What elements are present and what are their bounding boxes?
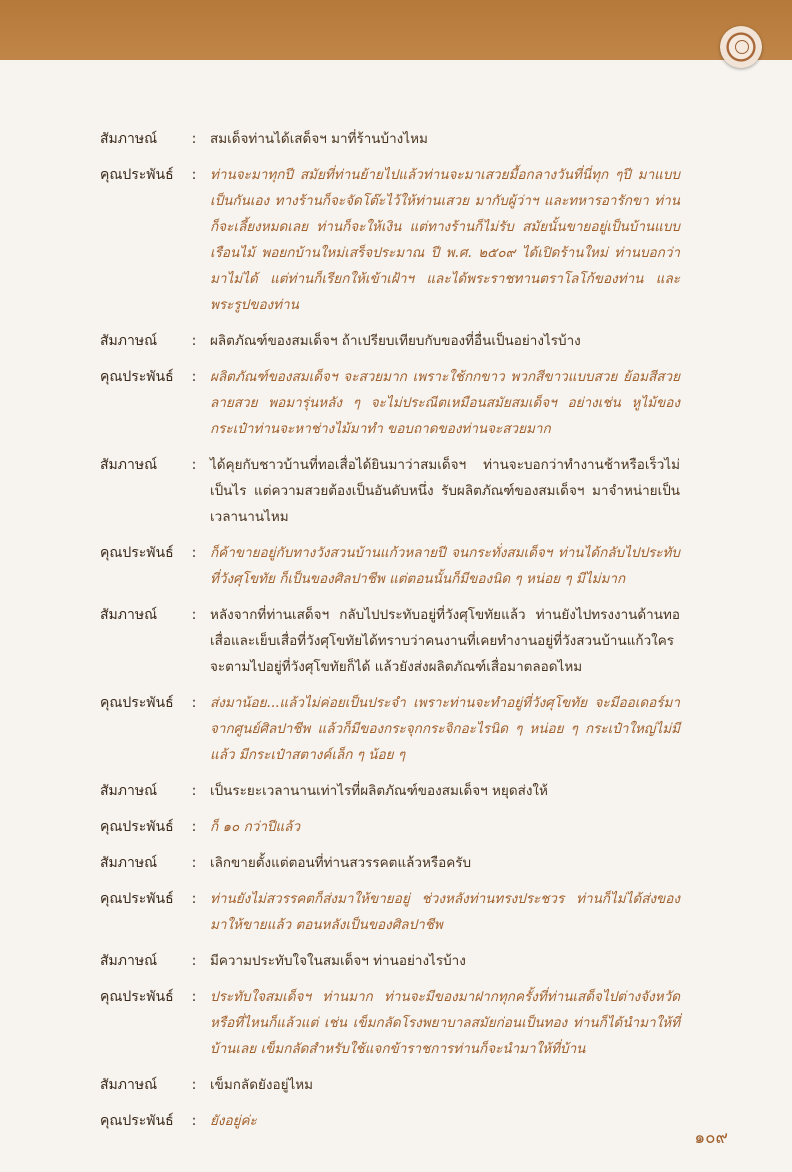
question-text: ได้คุยกับชาวบ้านที่ทอเสื่อได้ยินมาว่าสมเด็จฯ ท่านจะบอกว่าทำงานช้าหรือเร็วไม่เป็นไร แต่ความสวยต้องเป็นอันดับหนึ่ง รับผลิตภัณฑ์ของสมเด็จฯ มาจำหน่ายเป็นเวลานานไหม — [210, 457, 680, 525]
speaker-label: สัมภาษณ์ — [100, 457, 158, 473]
answer-text: ผลิตภัณฑ์ของสมเด็จฯ จะสวยมาก เพราะใช้กกขาว พวกสีขาวแบบสวย ย้อมสีสวยลายสวย พอมารุ่นหลัง ๆ จะไม่ประณีตเหมือนสมัยสมเด็จฯ อย่างเช่น หูไม้ของกระเป๋าท่านจะหาช่างไม้มาทำ ขอบถาดของท่านจะสวยมาก — [210, 369, 680, 437]
speaker-label: คุณประพันธ์ — [100, 1113, 174, 1129]
speaker-label: คุณประพันธ์ — [100, 695, 174, 711]
respondent-entry — [100, 690, 680, 768]
colon-separator: : — [191, 369, 197, 385]
colon-separator: : — [191, 167, 197, 183]
respondent-entry — [100, 984, 680, 1062]
question-text: เลิกขายตั้งแต่ตอนที่ท่านสวรรคตแล้วหรือครับ — [210, 855, 472, 871]
interviewer-entry — [100, 1072, 680, 1098]
colon-separator: : — [191, 989, 197, 1005]
speaker-label: คุณประพันธ์ — [100, 369, 174, 385]
colon-separator: : — [191, 131, 197, 147]
speaker-label: สัมภาษณ์ — [100, 783, 158, 799]
seal-center — [735, 40, 749, 54]
interview-transcript — [100, 126, 680, 1144]
respondent-entry — [100, 364, 680, 442]
speaker-label: คุณประพันธ์ — [100, 989, 174, 1005]
colon-separator: : — [191, 457, 197, 473]
answer-text: ก็ ๑๐ กว่าปีแล้ว — [210, 819, 301, 835]
colon-separator: : — [191, 855, 197, 871]
interviewer-entry — [100, 850, 680, 876]
respondent-entry — [100, 814, 680, 840]
speaker-label: สัมภาษณ์ — [100, 855, 158, 871]
speaker-label: คุณประพันธ์ — [100, 167, 174, 183]
respondent-entry — [100, 540, 680, 592]
respondent-entry — [100, 886, 680, 938]
speaker-label: สัมภาษณ์ — [100, 953, 158, 969]
colon-separator: : — [191, 695, 197, 711]
answer-text: ก็ค้าขายอยู่กับทางวังสวนบ้านแก้วหลายปี จนกระทั่งสมเด็จฯ ท่านได้กลับไปประทับที่วังศุโขทัย ก็เป็นของศิลปาชีพ แต่ตอนนั้นก็มีของนิด ๆ หน่อย ๆ มีไม่มาก — [210, 545, 680, 587]
speaker-label: คุณประพันธ์ — [100, 891, 174, 907]
respondent-entry — [100, 1108, 680, 1134]
interviewer-entry — [100, 778, 680, 804]
speaker-label: คุณประพันธ์ — [100, 545, 174, 561]
colon-separator: : — [191, 1077, 197, 1093]
header-band — [0, 0, 792, 60]
page-number: ๑๐๙ — [694, 1128, 728, 1148]
speaker-label: สัมภาษณ์ — [100, 131, 158, 147]
interviewer-entry — [100, 452, 680, 530]
colon-separator: : — [191, 545, 197, 561]
interviewer-entry — [100, 126, 680, 152]
colon-separator: : — [191, 891, 197, 907]
colon-separator: : — [191, 333, 197, 349]
answer-text: ส่งมาน้อย...แล้วไม่ค่อยเป็นประจำ เพราะท่านจะทำอยู่ที่วังศุโขทัย จะมีออเดอร์มาจากศูนย์ศิลปาชีพ แล้วก็มีของกระจุกกระจิกอะไรนิด ๆ หน่อย ๆ กระเป๋าใหญ่ไม่มีแล้ว มีกระเป๋าสตางค์เล็ก ๆ น้อย ๆ — [210, 695, 680, 763]
speaker-label: สัมภาษณ์ — [100, 1077, 158, 1093]
speaker-label: สัมภาษณ์ — [100, 607, 158, 623]
answer-text: ท่านจะมาทุกปี สมัยที่ท่านย้ายไปแล้วท่านจะมาเสวยมื้อกลางวันที่นี่ทุก ๆปี มาแบบเป็นกันเอง ทางร้านก็จะจัดโต๊ะไว้ให้ท่านเสวย มากับผู้ว่าฯ และทหารอารักขา ท่านก็จะเลี้ยงหมดเลย ท่านก็จะให้เงิน แต่ทางร้านก็ไม่รับ สมัยนั้นขายอยู่เป็นบ้านแบบเรือนไม้ พอยกบ้านใหม่เสร็จประมาณ ปี พ.ศ. ๒๕๐๙ ได้เปิดร้านใหม่ ท่านบอกว่ามาไม่ได้ แต่ท่านก็เรียกให้เข้าเฝ้าฯ และได้พระราชทานตราโลโก้ของท่าน และพระรูปของท่าน — [210, 167, 680, 313]
question-text: มีความประทับใจในสมเด็จฯ ท่านอย่างไรบ้าง — [210, 953, 466, 969]
seal-logo-icon — [720, 26, 762, 68]
answer-text: ท่านยังไม่สวรรคตก็ส่งมาให้ขายอยู่ ช่วงหลังท่านทรงประชวร ท่านก็ไม่ได้ส่งของมาให้ขายแล้ว ตอนหลังเป็นของศิลปาชีพ — [210, 891, 680, 933]
question-text: เข็มกลัดยังอยู่ไหม — [210, 1077, 314, 1093]
colon-separator: : — [191, 607, 197, 623]
answer-text: ยังอยู่ค่ะ — [210, 1113, 257, 1129]
colon-separator: : — [191, 783, 197, 799]
speaker-label: คุณประพันธ์ — [100, 819, 174, 835]
colon-separator: : — [191, 1113, 197, 1129]
colon-separator: : — [191, 953, 197, 969]
answer-text: ประทับใจสมเด็จฯ ท่านมาก ท่านจะมีของมาฝากทุกครั้งที่ท่านเสด็จไปต่างจังหวัดหรือที่ไหนก็แล้วแต่ เช่น เข็มกลัดโรงพยาบาลสมัยก่อนเป็นทอง ท่านก็ได้นำมาให้ที่บ้านเลย เข็มกลัดสำหรับใช้แจกข้าราชการท่านก็จะนำมาให้ที่บ้าน — [210, 989, 680, 1057]
question-text: สมเด็จท่านได้เสด็จฯ มาที่ร้านบ้างไหม — [210, 131, 428, 147]
respondent-entry — [100, 162, 680, 318]
question-text: ผลิตภัณฑ์ของสมเด็จฯ ถ้าเปรียบเทียบกับของที่อื่นเป็นอย่างไรบ้าง — [210, 333, 581, 349]
question-text: หลังจากที่ท่านเสด็จฯ กลับไปประทับอยู่ที่วังศุโขทัยแล้ว ท่านยังไปทรงงานด้านทอเสื่อและเย็บเสื่อที่วังศุโขทัยได้ทราบว่าคนงานที่เคยทำงานอยู่ที่วังสวนบ้านแก้วใครจะตามไปอยู่ที่วังศุโขทัยก็ได้ แล้วยังส่งผลิตภัณฑ์เสื่อมาตลอดไหม — [210, 607, 680, 675]
interviewer-entry — [100, 328, 680, 354]
colon-separator: : — [191, 819, 197, 835]
question-text: เป็นระยะเวลานานเท่าไรที่ผลิตภัณฑ์ของสมเด็จฯ หยุดส่งให้ — [210, 783, 548, 799]
speaker-label: สัมภาษณ์ — [100, 333, 158, 349]
interviewer-entry — [100, 602, 680, 680]
interviewer-entry — [100, 948, 680, 974]
